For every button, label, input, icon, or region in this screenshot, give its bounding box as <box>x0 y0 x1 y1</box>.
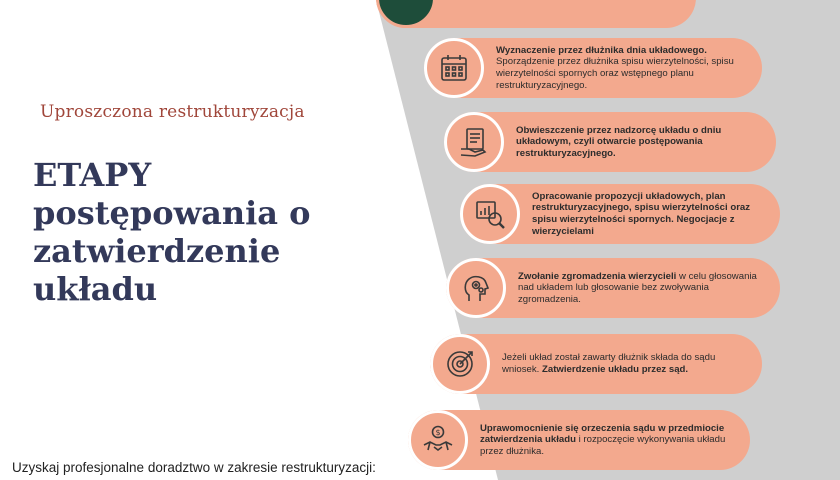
step-2-bold: Wyznaczenie przez dłużnika dnia układowego. <box>496 44 707 56</box>
step-4-bold: Opracowanie propozycji układowych, plan restrukturyzacyjnego, spisu wierzytelności oraz spisu wierzytelności spornych. Negocjacje z wierzycielami <box>532 190 751 237</box>
head-gears-icon <box>446 258 506 318</box>
title-line: postępowania o <box>33 194 311 232</box>
step-7-bold: Uprawomocnienie się orzeczenia sądu w przedmiocie zatwierdzenia układu <box>480 422 725 446</box>
step-5 <box>446 258 780 318</box>
target-icon <box>430 334 490 394</box>
step-6 <box>430 334 762 394</box>
title-line: układu <box>33 270 158 308</box>
handshake-money-icon <box>408 410 468 470</box>
subtitle: Uproszczona restrukturyzacja <box>40 102 305 122</box>
step-7 <box>408 410 750 470</box>
step-1 <box>376 0 696 28</box>
step-2 <box>424 38 762 98</box>
step-3 <box>444 112 776 172</box>
chart-magnifier-icon <box>460 184 520 244</box>
step-6-text: Jeżeli układ został zawarty dłużnik składa do sądu wniosek. <box>502 352 716 375</box>
document-hand-icon <box>444 112 504 172</box>
svg-text:$: $ <box>435 428 441 437</box>
page-title <box>33 156 363 308</box>
step-7-text: i rozpoczęcie wykonywania układu przez dłużnika. <box>480 434 726 457</box>
step-5-text: w celu głosowania nad układem lub głosowanie bez zwoływania zgromadzenia. <box>518 270 757 305</box>
step-4 <box>460 184 780 244</box>
calendar-icon <box>424 38 484 98</box>
step-5-bold: Zwołanie zgromadzenia wierzycieli <box>518 270 677 282</box>
step-2-text: Sporządzenie przez dłużnika spisu wierzytelności, spisu wierzytelności spornych oraz wstępnego planu restrukturyzacyjnego. <box>496 56 734 91</box>
step-3-bold: Obwieszczenie przez nadzorcę układu o dniu układowym, czyli otwarcie postępowania restrukturyzacyjnego. <box>516 124 722 159</box>
title-line: zatwierdzenie <box>33 232 281 270</box>
title-line: ETAPY <box>33 156 152 194</box>
footer-text: Uzyskaj profesjonalne doradztwo w zakresie restrukturyzacji: <box>12 460 376 475</box>
step-6-bold: Zatwierdzenie układu przez sąd. <box>542 364 689 375</box>
